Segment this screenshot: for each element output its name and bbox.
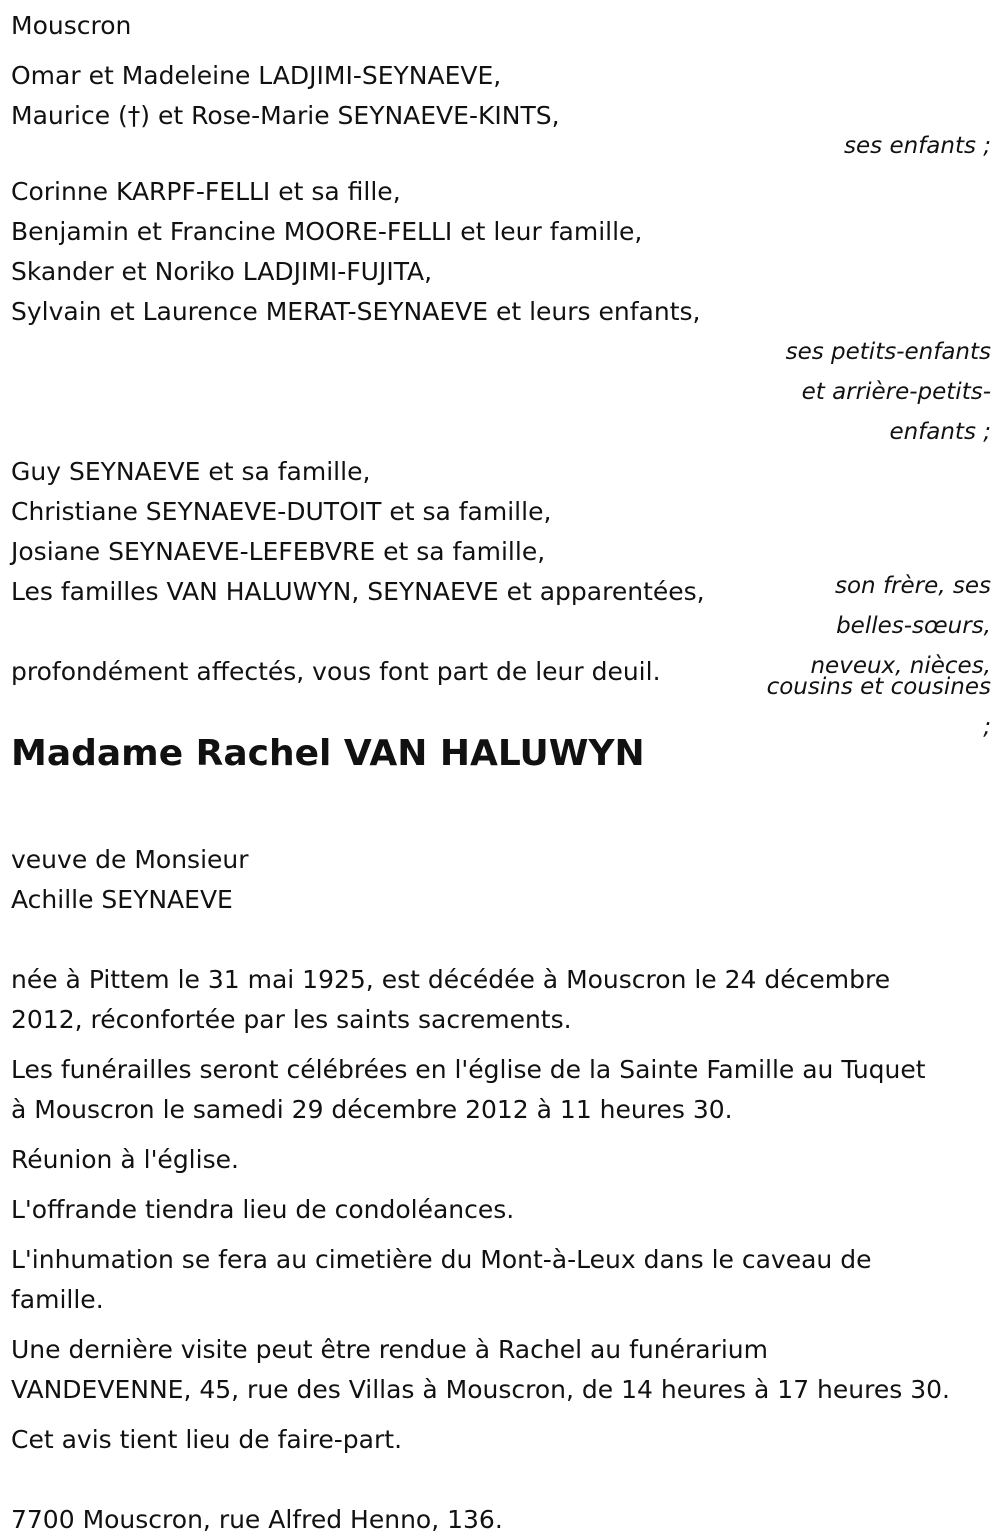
- paragraph: [11, 1050, 991, 1130]
- paragraph: [11, 1330, 991, 1410]
- paragraph-line: Les funérailles seront célébrées en l'église de la Sainte Famille au Tuquet: [11, 1055, 926, 1084]
- sibling-line: Guy SEYNAEVE et sa famille,: [11, 457, 371, 486]
- obituary-notice: [11, 6, 991, 1540]
- paragraph-line: famille.: [11, 1285, 104, 1314]
- paragraph: [11, 1190, 991, 1230]
- widow-of-line: veuve de Monsieur: [11, 845, 249, 874]
- sibling-line: Les familles VAN HALUWYN, SEYNAEVE et apparentées,: [11, 577, 705, 606]
- grandchildren-label-line: enfants ;: [889, 419, 991, 445]
- grandchild-line: Benjamin et Francine MOORE-FELLI et leur famille,: [11, 217, 643, 246]
- grandchildren-label-line: ses petits-enfants: [785, 339, 991, 365]
- child-line: Maurice (†) et Rose-Marie SEYNAEVE-KINTS,: [11, 101, 560, 130]
- children-section: [11, 56, 991, 158]
- paragraph-line: Réunion à l'église.: [11, 1145, 239, 1174]
- grandchild-line: Sylvain et Laurence MERAT-SEYNAEVE et leurs enfants,: [11, 297, 701, 326]
- announcement-text: profondément affectés, vous font part de leur deuil.: [11, 657, 661, 686]
- deceased-name: Madame Rachel VAN HALUWYN: [11, 733, 645, 774]
- paragraph-line: 2012, réconfortée par les saints sacrements.: [11, 1005, 572, 1034]
- sibling-line: Josiane SEYNAEVE-LEFEBVRE et sa famille,: [11, 537, 546, 566]
- paragraph-line: Une dernière visite peut être rendue à Rachel au funérarium: [11, 1335, 768, 1364]
- siblings-label-line: neveux, nièces,: [810, 653, 991, 679]
- widow-of: [11, 840, 991, 920]
- address: 7700 Mouscron, rue Alfred Henno, 136.: [11, 1505, 503, 1534]
- siblings-label-line: cousins et cousines: [766, 674, 991, 700]
- widow-of-line: Achille SEYNAEVE: [11, 885, 233, 914]
- children-label: ses enfants ;: [844, 133, 991, 159]
- paragraph-line: à Mouscron le samedi 29 décembre 2012 à 11 heures 30.: [11, 1095, 733, 1124]
- paragraph-line: L'offrande tiendra lieu de condoléances.: [11, 1195, 515, 1224]
- paragraph-line: Cet avis tient lieu de faire-part.: [11, 1425, 403, 1454]
- paragraph-line: L'inhumation se fera au cimetière du Mont-à-Leux dans le caveau de: [11, 1245, 872, 1274]
- siblings-label-line: belles-sœurs,: [836, 613, 991, 639]
- paragraph: [11, 960, 991, 1040]
- city-header: Mouscron: [11, 11, 132, 40]
- paragraph-line: née à Pittem le 31 mai 1925, est décédée à Mouscron le 24 décembre: [11, 965, 891, 994]
- paragraph: [11, 1140, 991, 1180]
- paragraph: [11, 1420, 991, 1460]
- paragraph: [11, 1240, 991, 1320]
- siblings-label-line: ;: [983, 714, 991, 740]
- siblings-label-line: son frère, ses: [835, 573, 991, 599]
- grandchildren-label-line: et arrière-petits-: [801, 379, 991, 405]
- grandchild-line: Corinne KARPF-FELLI et sa fille,: [11, 177, 401, 206]
- sibling-line: Christiane SEYNAEVE-DUTOIT et sa famille,: [11, 497, 552, 526]
- grandchild-line: Skander et Noriko LADJIMI-FUJITA,: [11, 257, 433, 286]
- grandchildren-section: [11, 172, 991, 452]
- paragraph-line: VANDEVENNE, 45, rue des Villas à Mouscron, de 14 heures à 17 heures 30.: [11, 1375, 950, 1404]
- child-line: Omar et Madeleine LADJIMI-SEYNAEVE,: [11, 61, 502, 90]
